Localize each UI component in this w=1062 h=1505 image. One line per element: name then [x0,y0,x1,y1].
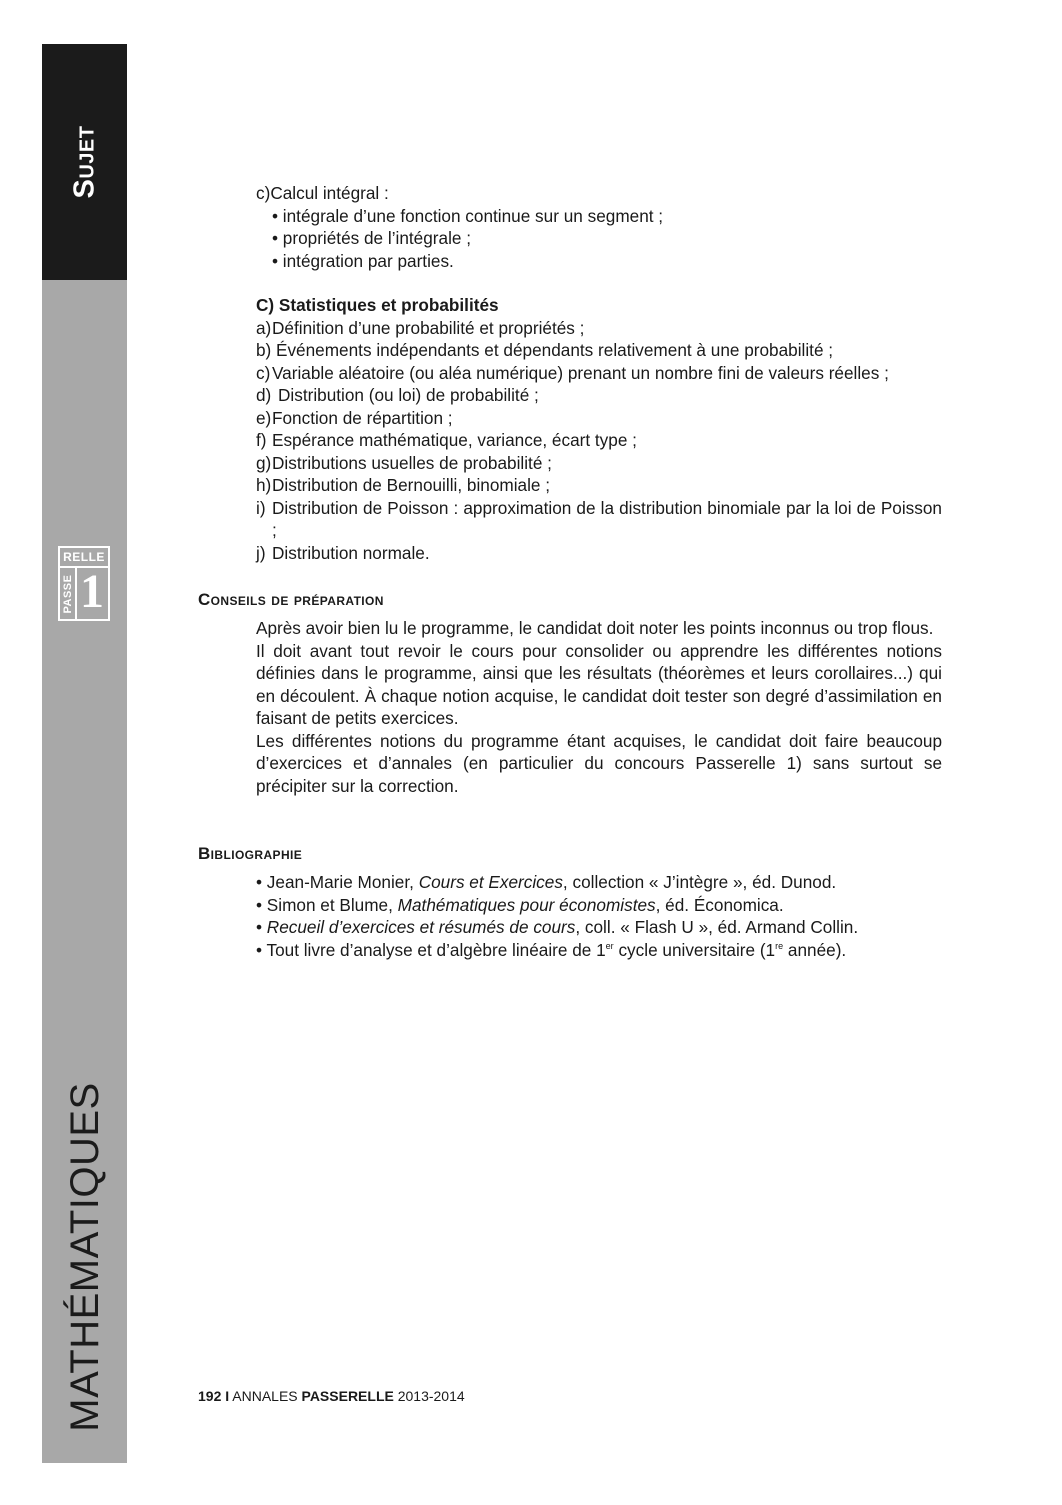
footer-separator: I [225,1388,230,1404]
passerelle-logo [58,546,110,621]
stats-item: h) Distribution de Bernouilli, binomiale ; [256,475,551,495]
conseils-paragraph: Les différentes notions du programme étant acquises, le candidat doit faire beaucoup d’exercices et d’annales (en particulier du concours Passerelle 1) sans surtout se précipiter sur la correction. [256,730,942,796]
stats-item: j) Distribution normale. [256,542,430,563]
stats-item: a) Définition d’une probabilité et propriétés ; [256,317,585,338]
stats-item: f) Espérance mathématique, variance, écart type ; [256,430,637,450]
biblio-entry: • Simon et Blume, Mathématiques pour économistes, éd. Économica. [256,894,784,915]
conseils-heading: Conseils de préparation [198,590,384,609]
stats-item: c) Variable aléatoire (ou aléa numérique) prenant un nombre fini de valeurs réelles ; [256,362,889,383]
calc-bullet: • propriétés de l’intégrale ; [272,228,472,248]
footer-years: 2013-2014 [397,1388,465,1404]
page-number: 192 [198,1388,222,1404]
stats-item: d) Distribution (ou loi) de probabilité ; [256,385,539,405]
biblio-heading: Bibliographie [198,844,303,863]
stats-item: g) Distributions usuelles de probabilité ; [256,452,552,473]
conseils-paragraph: Après avoir bien lu le programme, le candidat doit noter les points inconnus ou trop flous. [256,618,934,638]
logo-top-text: RELLE [60,548,108,568]
program-content [256,182,942,564]
stats-item: e) Fonction de répartition ; [256,407,453,428]
calc-heading: c)Calcul intégral : [256,183,389,203]
stats-item: i) Distribution de Poisson : approximation de la distribution binomiale par la loi de Poisson ; [256,497,942,540]
conseils-text [256,617,942,797]
stats-item: b) Événements indépendants et dépendants relativement à une probabilité ; [256,340,834,360]
biblio-entry: • Tout livre d’analyse et d’algèbre linéaire de 1er cycle universitaire (1re année). [256,939,847,960]
sidebar-section-band [42,44,127,280]
biblio-entry: • Recueil d’exercices et résumés de cours, coll. « Flash U », éd. Armand Collin. [256,917,859,937]
biblio-entry: • Jean-Marie Monier, Cours et Exercices, collection « J’intègre », éd. Dunod. [256,872,837,892]
section-label: Sujet [68,125,100,199]
subject-label: MATHÉMATIQUES [62,1081,107,1432]
sidebar-subject-band [42,280,127,1463]
footer-annales: ANNALES [232,1388,298,1404]
logo-side-box [61,568,77,619]
calc-bullet: • intégrale d’une fonction continue sur un segment ; [272,205,664,226]
calc-bullet: • intégration par parties. [272,250,454,271]
conseils-paragraph: Il doit avant tout revoir le cours pour consolider ou apprendre les différentes notions définies dans le programme, ainsi que les résultats (théorèmes et leurs corollaires...) qui en découlent. À chaque notion acquise, le candidat doit tester son degré d’assimilation en faisant de petits exercices. [256,640,942,728]
logo-number: 1 [80,565,104,618]
footer-brand: PASSERELLE [301,1388,394,1404]
page-footer [198,1387,465,1405]
stats-heading: C) Statistiques et probabilités [256,295,499,315]
logo-side-text: PASSE [62,574,74,613]
biblio-list [256,871,956,961]
